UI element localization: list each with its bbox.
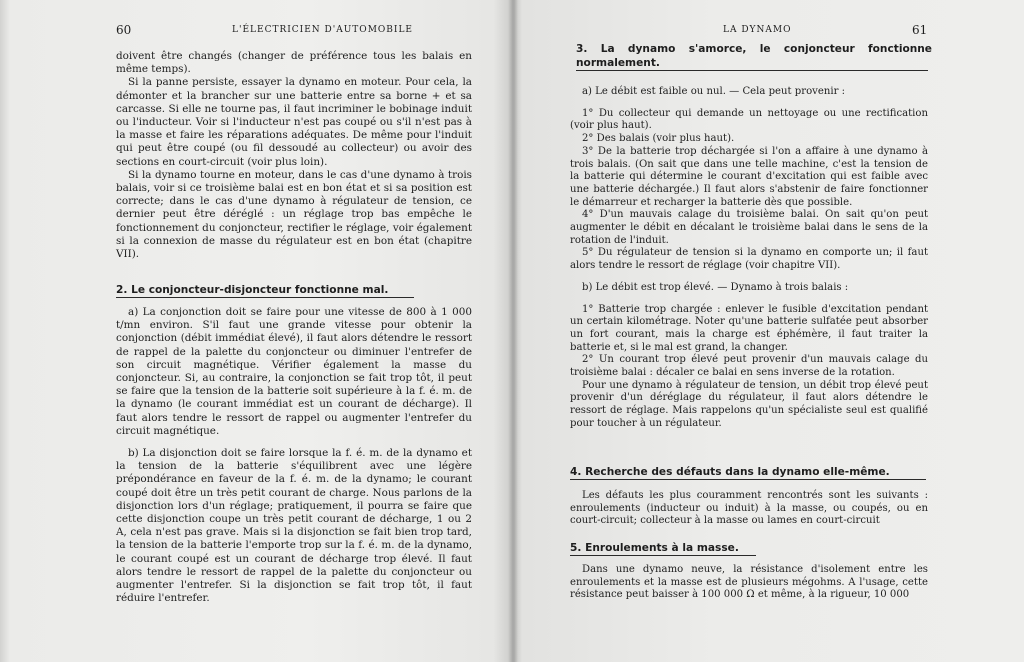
section-heading: 3. La dynamo s'amorce, le conjoncteur fonctionne normalement. <box>576 43 932 69</box>
left-text-block-2 <box>116 306 472 605</box>
heading-rule <box>576 70 928 71</box>
paragraph: Les défauts les plus couramment rencontrés sont les suivants : enroulements (inducteur ou induit) à la masse, ou coupés, ou en court-circuit; collecteur à la masse ou lames en court-circuit <box>570 490 928 527</box>
running-head: LA DYNAMO <box>723 25 792 35</box>
list-item: 2° Un courant trop élevé peut provenir d'un mauvais calage du troisième balai : décaler ce balai en sens inverse de la rotation. <box>570 354 928 379</box>
paragraph: Pour une dynamo à régulateur de tension, un débit trop élevé peut provenir d'un déréglage du régulateur, il faut alors détendre le ressort de réglage. Mais rappelons qu'un spécialiste seul est qualifié pour toucher à un régulateur. <box>570 379 928 429</box>
running-head: L'ÉLECTRICIEN D'AUTOMOBILE <box>232 25 413 35</box>
heading-rule <box>116 297 414 298</box>
list-item: 5° Du régulateur de tension si la dynamo en comporte un; il faut alors tendre le ressort de réglage (voir chapitre VII). <box>570 247 928 272</box>
list-item: 1° Batterie trop chargée : enlever le fusible d'excitation pendant un certain kilométrage. Noter qu'une batterie sulfatée peut absorber un fort courant, mais la charge est éphémère, il faut traiter la batterie et, si le mal est grand, la changer. <box>570 303 928 353</box>
right-text-block-2 <box>570 490 928 528</box>
paragraph: doivent être changés (changer de préférence tous les balais en même temps). <box>116 50 472 76</box>
paragraph: b) Le débit est trop élevé. — Dynamo à trois balais : <box>582 281 849 293</box>
paragraph: Si la panne persiste, essayer la dynamo en moteur. Pour cela, la démonter et la brancher sur une batterie entre sa borne + et sa carcasse. Si elle ne tourne pas, il faut incriminer le bobinage induit ou l'inducteur. Voir si l'inducteur n'est pas coupé ou s'il n'est pas à la masse et faire les réparations adéquates. De même pour l'induit qui peut être coupé (ou fil dessoudé au collecteur) ou avoir des sections en court-circuit (voir plus loin). <box>116 76 472 168</box>
paragraph: Si la dynamo tourne en moteur, dans le cas d'une dynamo à trois balais, voir si ce troisième balai est en bon état et si sa position est correcte; dans le cas d'une dynamo à régulateur de tension, ce dernier peut être déréglé : un réglage trop bas empêche le fonctionnement du conjoncteur, rectifier le réglage, voir également si la connexion de masse du régulateur est en bon état (chapitre VII). <box>116 168 472 261</box>
page-number: 61 <box>912 23 928 37</box>
paragraph: a) Le débit est faible ou nul. — Cela peut provenir : <box>582 86 845 97</box>
section-heading: 4. Recherche des défauts dans la dynamo elle-même. <box>570 466 890 478</box>
paragraph: a) La conjonction doit se faire pour une vitesse de 800 à 1 000 t/mn environ. S'il faut une grande vitesse pour obtenir la conjonction (débit immédiat élevé), il faut alors détendre le ressort de rappel de la palette du conjoncteur ou diminuer l'entrefer de son circuit magnétique. Vérifier également la masse du conjoncteur. Si, au contraire, la conjonction se fait trop tôt, il peut se faire que la tension de la batterie soit supérieure à la f. é. m. de la dynamo (le courant immédiat est un courant de décharge). Il faut alors tendre le ressort de rappel ou augmenter l'entrefer du circuit magnétique. <box>116 306 472 437</box>
page-number: 60 <box>116 23 132 37</box>
paragraph: Dans une dynamo neuve, la résistance d'isolement entre les enroulements et la masse est de plusieurs mégohms. A l'usage, cette résistance peut baisser à 100 000 Ω et même, à la rigueur, 10 000 <box>570 564 928 601</box>
list-item: 3° De la batterie trop déchargée si l'on a affaire à une dynamo à trois balais. (On sait que dans une telle machine, c'est la tension de la batterie qui détermine le courant d'excitation qui est faible avec une batterie déchargée.) Il faut alors s'abstenir de faire fonctionner le démarreur et recharger la batterie dès que possible. <box>570 145 928 208</box>
left-text-block <box>116 50 472 261</box>
heading-rule <box>570 555 756 556</box>
section-heading-3 <box>576 42 932 71</box>
list-item: 2° Des balais (voir plus haut). <box>582 133 735 145</box>
book-gutter <box>508 0 518 662</box>
heading-rule <box>570 479 926 480</box>
right-text-block <box>570 86 928 431</box>
paragraph: b) La disjonction doit se faire lorsque la f. é. m. de la dynamo et la tension de la batterie s'équilibrent avec une légère prépondérance en faveur de la f. é. m. de la dynamo; le courant coupé doit être un très petit courant de charge. Nous parlons de la disjonction lors d'un réglage; pratiquement, il pourra se faire que cette disjonction coupe un très petit courant de décharge, 1 ou 2 A, cela n'est pas grave. Mais si la disjonction se fait bien trop tard, la tension de la batterie l'emporte trop sur la f. é. m. de la dynamo, le courant coupé est un courant de décharge trop élevé. Il faut alors tendre le ressort de rappel de la palette du conjoncteur ou augmenter l'entrefer. Si la disjonction se fait trop tôt, il faut réduire l'entrefer. <box>116 447 472 605</box>
section-heading-4 <box>570 465 930 480</box>
list-item: 4° D'un mauvais calage du troisième balai. On sait qu'on peut augmenter le débit en décalant le troisième balai dans le sens de la rotation de l'induit. <box>570 209 928 246</box>
section-heading: 2. Le conjoncteur-disjoncteur fonctionne mal. <box>116 284 389 296</box>
right-page <box>514 0 1024 662</box>
section-heading-5 <box>570 541 770 556</box>
right-text-block-3 <box>570 564 928 602</box>
list-item: 1° Du collecteur qui demande un nettoyage ou une rectification (voir plus haut). <box>570 107 928 132</box>
section-heading-2 <box>116 283 416 298</box>
section-heading: 5. Enroulements à la masse. <box>570 542 739 554</box>
